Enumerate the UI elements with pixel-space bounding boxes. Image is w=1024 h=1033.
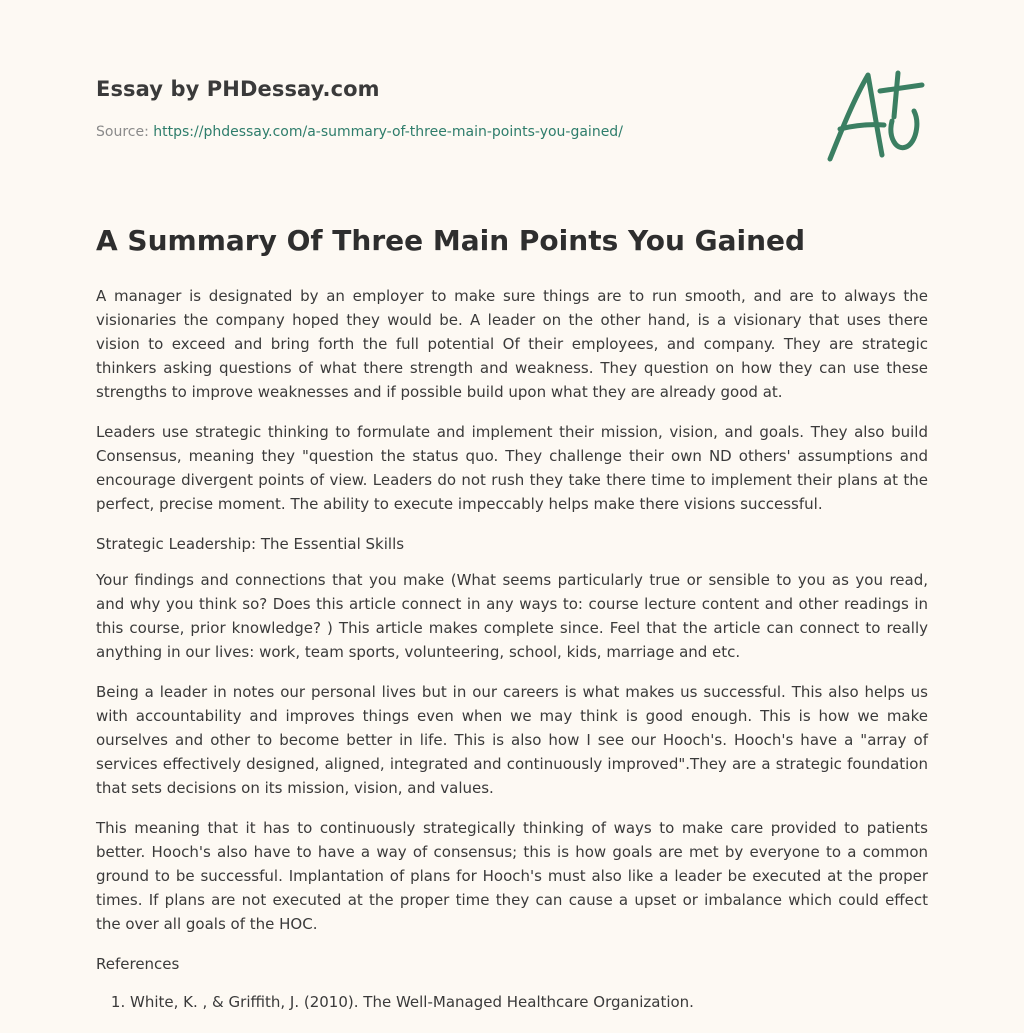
paragraph: Being a leader in notes our personal lives but in our careers is what makes us successful. This also helps us with accountability and improves things even when we may think is good enough. This is how we make ourselves and other to become better in life. This is also how I see our Hooch's. Hooch's have a "array of services effectively designed, aligned, integrated and continuously improved".They are a strategic foundation that sets decisions on its mission, vision, and values. [96,683,928,797]
source-label: Source: [96,124,154,140]
paragraph: This meaning that it has to continuously strategically thinking of ways to make care provided to patients better. Hooch's also have to have a way of consensus; this is how goals are met by everyone to a common ground to be successful. Implantation of plans for Hooch's must also like a leader be executed at the proper times. If plans are not executed at the proper time they can cause a upset or imbalance which could effect the over all goals of the HOC. [96,819,928,933]
logo-plus-vertical [894,73,898,117]
references-list [96,990,928,1014]
paragraph: Leaders use strategic thinking to formulate and implement their mission, vision, and goals. They also build Consensus, meaning they "question the status quo. They challenge their own ND others' assumptions and encourage divergent points of view. Leaders do not rush they take there time to implement their plans at the perfect, precise moment. The ability to execute impeccably helps make there visions successful. [96,423,928,513]
page-title: A Summary Of Three Main Points You Gained [96,224,806,257]
reference-item: 1. White, K. , & Griffith, J. (2010). The Well-Managed Healthcare Organization. [130,990,928,1014]
paragraph: Your findings and connections that you make (What seems particularly true or sensible to you as you read, and why you think so? Does this article connect in any ways to: course lecture content and other readings in this course, prior knowledge? ) This article makes complete since. Feel that the article can connect to really anything in our lives: work, team sports, volunteering, school, kids, marriage and etc. [96,571,928,661]
logo-plus-horizontal [880,85,922,91]
site-brand: Essay by PHDessay.com [96,77,380,101]
article-body [96,284,928,1014]
logo-letter-a [830,75,882,159]
paragraph: A manager is designated by an employer to make sure things are to run smooth, and are to always the visionaries the company hoped they would be. A leader on the other hand, is a visionary that uses there vision to exceed and bring forth the full potential Of their employees, and company. They are strategic thinkers asking questions of what there strength and weakness. They question on how they can use these strengths to improve weaknesses and if possible build upon what they are already good at. [96,287,928,401]
source-line [96,124,623,140]
references-heading: References [96,955,180,973]
section-subheading: Strategic Leadership: The Essential Skills [96,535,405,553]
source-link[interactable]: https://phdessay.com/a-summary-of-three-main-points-you-gained/ [153,124,623,140]
a-plus-grade-icon [822,67,932,167]
